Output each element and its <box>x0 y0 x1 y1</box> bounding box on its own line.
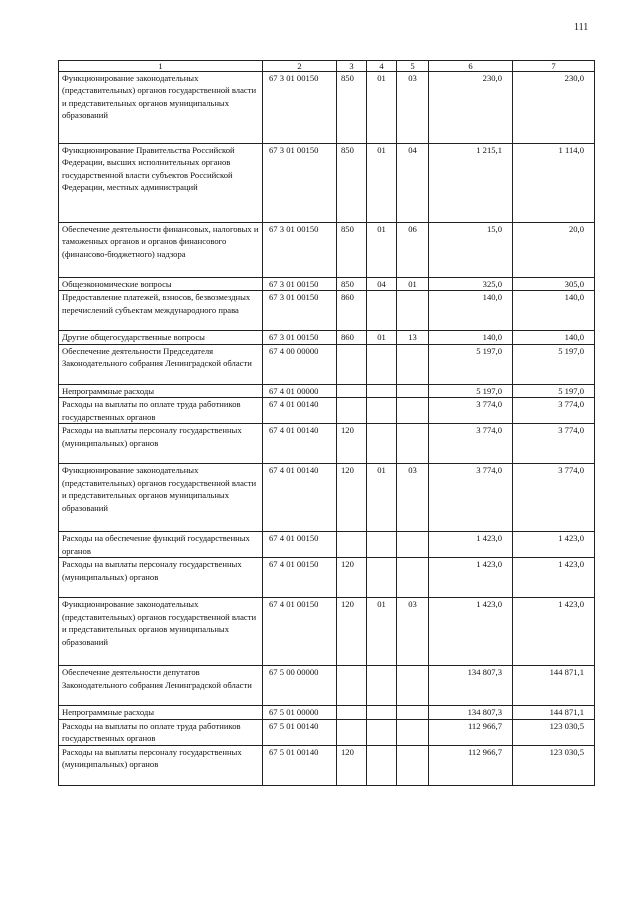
row-name: Непрограммные расходы <box>59 706 263 719</box>
row-code: 67 3 01 00150 <box>263 72 337 144</box>
row-vr <box>337 384 367 397</box>
row-vr: 120 <box>337 745 367 785</box>
table-row <box>59 398 595 424</box>
row-sum-2: 3 774,0 <box>513 424 595 464</box>
table-row <box>59 558 595 598</box>
row-sum-2: 144 871,1 <box>513 666 595 706</box>
row-sum-1: 1 215,1 <box>429 144 513 223</box>
row-code: 67 3 01 00150 <box>263 291 337 331</box>
row-sum-1: 3 774,0 <box>429 424 513 464</box>
header-col-7: 7 <box>513 61 595 72</box>
row-vr <box>337 344 367 384</box>
row-code: 67 4 01 00140 <box>263 398 337 424</box>
table-row <box>59 331 595 344</box>
row-vr: 120 <box>337 598 367 666</box>
row-name: Расходы на выплаты персоналу государственных (муниципальных) органов <box>59 424 263 464</box>
row-code: 67 5 01 00140 <box>263 719 337 745</box>
row-sum-1: 5 197,0 <box>429 344 513 384</box>
row-rz: 04 <box>367 278 397 291</box>
table-row <box>59 223 595 278</box>
header-col-2: 2 <box>263 61 337 72</box>
row-vr <box>337 719 367 745</box>
row-vr: 120 <box>337 464 367 532</box>
row-pr: 04 <box>397 144 429 223</box>
row-rz <box>367 719 397 745</box>
row-code: 67 4 01 00150 <box>263 532 337 558</box>
header-row <box>59 61 595 72</box>
row-pr <box>397 291 429 331</box>
row-pr <box>397 666 429 706</box>
row-code: 67 5 00 00000 <box>263 666 337 706</box>
row-name: Обеспечение деятельности финансовых, налоговых и таможенных органов и органов финансового (финансово-бюджетного) надзора <box>59 223 263 278</box>
row-rz <box>367 344 397 384</box>
row-sum-2: 5 197,0 <box>513 344 595 384</box>
row-code: 67 4 01 00150 <box>263 558 337 598</box>
row-rz <box>367 745 397 785</box>
row-sum-1: 1 423,0 <box>429 598 513 666</box>
row-pr <box>397 398 429 424</box>
row-sum-1: 5 197,0 <box>429 384 513 397</box>
row-name: Обеспечение деятельности депутатов Законодательного собрания Ленинградской области <box>59 666 263 706</box>
row-name: Расходы на выплаты по оплате труда работников государственных органов <box>59 398 263 424</box>
row-sum-1: 15,0 <box>429 223 513 278</box>
row-pr <box>397 384 429 397</box>
row-vr: 850 <box>337 278 367 291</box>
row-rz: 01 <box>367 464 397 532</box>
row-sum-1: 140,0 <box>429 331 513 344</box>
row-sum-1: 230,0 <box>429 72 513 144</box>
row-pr <box>397 424 429 464</box>
row-pr: 06 <box>397 223 429 278</box>
row-name: Функционирование законодательных (представительных) органов государственной власти и представительных органов муниципальных образований <box>59 598 263 666</box>
row-sum-2: 140,0 <box>513 291 595 331</box>
table-row <box>59 706 595 719</box>
row-name: Расходы на выплаты персоналу государственных (муниципальных) органов <box>59 558 263 598</box>
row-vr: 850 <box>337 144 367 223</box>
row-sum-2: 3 774,0 <box>513 464 595 532</box>
row-rz <box>367 666 397 706</box>
row-code: 67 3 01 00150 <box>263 144 337 223</box>
row-sum-1: 3 774,0 <box>429 398 513 424</box>
row-pr: 03 <box>397 72 429 144</box>
table-row <box>59 278 595 291</box>
table-row <box>59 291 595 331</box>
row-rz: 01 <box>367 331 397 344</box>
row-vr: 860 <box>337 331 367 344</box>
row-vr: 120 <box>337 424 367 464</box>
row-sum-1: 134 807,3 <box>429 706 513 719</box>
row-sum-1: 325,0 <box>429 278 513 291</box>
row-code: 67 3 01 00150 <box>263 223 337 278</box>
row-vr <box>337 532 367 558</box>
row-sum-1: 112 966,7 <box>429 745 513 785</box>
row-name: Расходы на выплаты по оплате труда работников государственных органов <box>59 719 263 745</box>
row-code: 67 5 01 00140 <box>263 745 337 785</box>
row-rz: 01 <box>367 598 397 666</box>
row-rz <box>367 291 397 331</box>
page-number: 111 <box>574 22 589 33</box>
row-sum-2: 144 871,1 <box>513 706 595 719</box>
row-sum-2: 20,0 <box>513 223 595 278</box>
header-col-5: 5 <box>397 61 429 72</box>
row-vr: 850 <box>337 223 367 278</box>
table-row <box>59 72 595 144</box>
row-code: 67 3 01 00150 <box>263 331 337 344</box>
row-pr <box>397 532 429 558</box>
row-sum-2: 5 197,0 <box>513 384 595 397</box>
row-sum-1: 1 423,0 <box>429 532 513 558</box>
row-sum-2: 1 114,0 <box>513 144 595 223</box>
row-sum-2: 230,0 <box>513 72 595 144</box>
row-sum-1: 1 423,0 <box>429 558 513 598</box>
row-sum-2: 1 423,0 <box>513 532 595 558</box>
row-sum-2: 1 423,0 <box>513 558 595 598</box>
row-rz: 01 <box>367 72 397 144</box>
header-col-3: 3 <box>337 61 367 72</box>
row-name: Непрограммные расходы <box>59 384 263 397</box>
table-row <box>59 344 595 384</box>
row-vr: 860 <box>337 291 367 331</box>
header-col-1: 1 <box>59 61 263 72</box>
table-row <box>59 384 595 397</box>
row-pr <box>397 745 429 785</box>
table-row <box>59 532 595 558</box>
header-col-6: 6 <box>429 61 513 72</box>
row-name: Расходы на обеспечение функций государственных органов <box>59 532 263 558</box>
row-sum-2: 3 774,0 <box>513 398 595 424</box>
row-name: Предоставление платежей, взносов, безвозмездных перечислений субъектам международного права <box>59 291 263 331</box>
row-sum-2: 123 030,5 <box>513 745 595 785</box>
row-pr <box>397 558 429 598</box>
row-code: 67 4 00 00000 <box>263 344 337 384</box>
row-rz <box>367 706 397 719</box>
row-vr <box>337 666 367 706</box>
row-pr: 13 <box>397 331 429 344</box>
row-pr <box>397 344 429 384</box>
row-pr: 01 <box>397 278 429 291</box>
row-pr: 03 <box>397 598 429 666</box>
row-rz: 01 <box>367 223 397 278</box>
row-vr <box>337 398 367 424</box>
row-code: 67 5 01 00000 <box>263 706 337 719</box>
row-rz <box>367 398 397 424</box>
table-row <box>59 424 595 464</box>
row-name: Функционирование законодательных (представительных) органов государственной власти и представительных органов муниципальных образований <box>59 464 263 532</box>
row-rz <box>367 532 397 558</box>
row-code: 67 4 01 00000 <box>263 384 337 397</box>
row-name: Функционирование Правительства Российской Федерации, высших исполнительных органов государственной власти субъектов Российской Федерации, местных администраций <box>59 144 263 223</box>
row-name: Другие общегосударственные вопросы <box>59 331 263 344</box>
row-name: Обеспечение деятельности Председателя Законодательного собрания Ленинградской области <box>59 344 263 384</box>
row-sum-1: 112 966,7 <box>429 719 513 745</box>
row-sum-1: 134 807,3 <box>429 666 513 706</box>
row-rz: 01 <box>367 144 397 223</box>
row-code: 67 4 01 00140 <box>263 424 337 464</box>
row-vr: 850 <box>337 72 367 144</box>
row-sum-1: 3 774,0 <box>429 464 513 532</box>
header-col-4: 4 <box>367 61 397 72</box>
row-pr: 03 <box>397 464 429 532</box>
row-sum-2: 1 423,0 <box>513 598 595 666</box>
row-code: 67 4 01 00140 <box>263 464 337 532</box>
row-code: 67 4 01 00150 <box>263 598 337 666</box>
row-name: Общеэкономические вопросы <box>59 278 263 291</box>
row-pr <box>397 706 429 719</box>
row-vr <box>337 706 367 719</box>
table-row <box>59 745 595 785</box>
table-row <box>59 144 595 223</box>
table-row <box>59 719 595 745</box>
row-name: Расходы на выплаты персоналу государственных (муниципальных) органов <box>59 745 263 785</box>
row-rz <box>367 384 397 397</box>
table-row <box>59 666 595 706</box>
row-rz <box>367 558 397 598</box>
row-code: 67 3 01 00150 <box>263 278 337 291</box>
table-row <box>59 464 595 532</box>
row-sum-1: 140,0 <box>429 291 513 331</box>
row-vr: 120 <box>337 558 367 598</box>
row-sum-2: 140,0 <box>513 331 595 344</box>
row-sum-2: 305,0 <box>513 278 595 291</box>
budget-table <box>58 60 595 786</box>
row-name: Функционирование законодательных (представительных) органов государственной власти и представительных органов муниципальных образований <box>59 72 263 144</box>
row-pr <box>397 719 429 745</box>
row-rz <box>367 424 397 464</box>
table-row <box>59 598 595 666</box>
row-sum-2: 123 030,5 <box>513 719 595 745</box>
